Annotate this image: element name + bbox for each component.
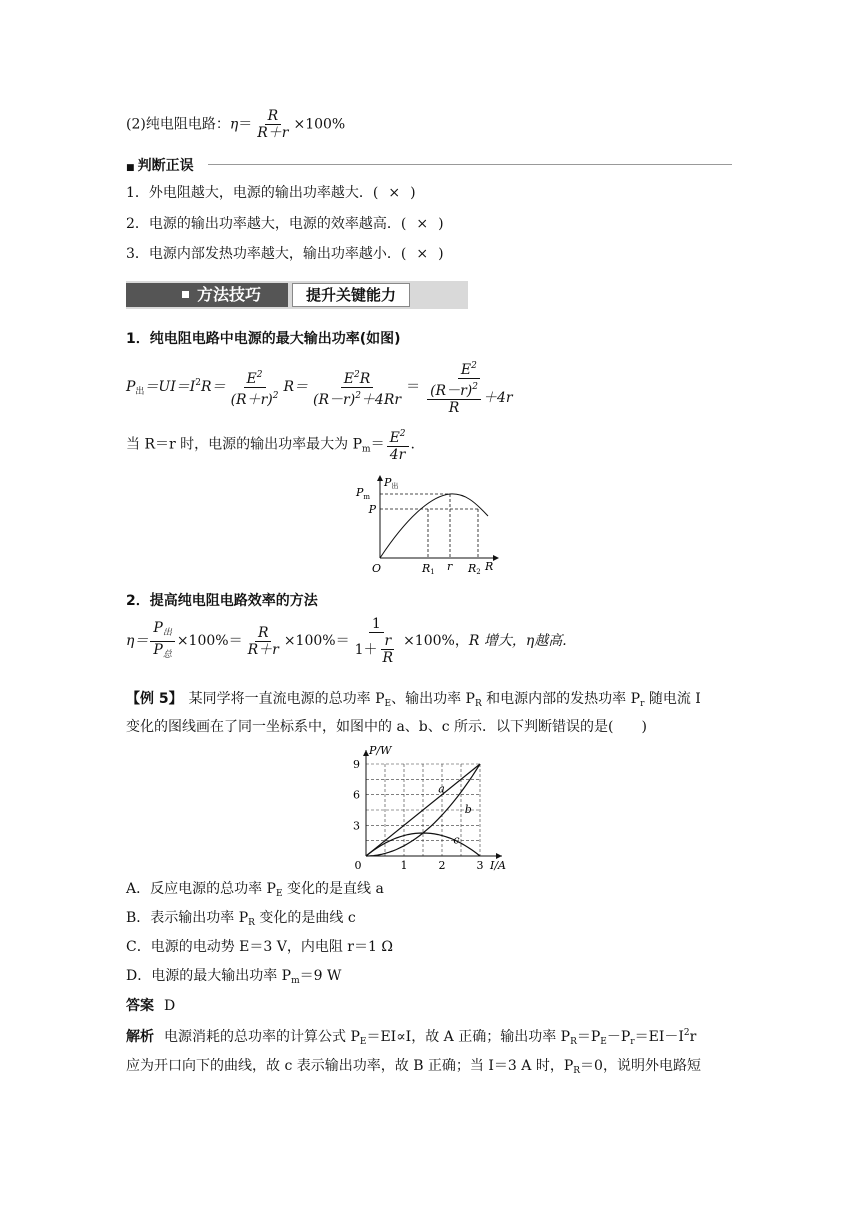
efficiency-method-formula: η＝ $\frac{P_出}{P_总}$ ×100%＝ $\frac{R}{R+r}$ ×100%＝ 1 1＋ $\frac{r}{R}$ ×100%，R 增大，η越高. (126, 616, 567, 666)
option-b: B．表示输出功率 $P_R$ 变化的是曲线 c (126, 910, 356, 928)
y-tick-label: 9 (353, 758, 360, 771)
p-label: P (368, 503, 376, 516)
r2-label: R2 (468, 562, 481, 576)
power-current-chart (340, 740, 520, 870)
analysis-line-1: 解析 电源消耗的总功率的计算公式 $P_E=EI\propto I$，故 A 正确；输出功率 $P_R=P_E-P_r=EI-I^2r$ (126, 1028, 697, 1047)
x-tick-label: 1 (400, 859, 408, 872)
max-power-formula: $P_出=UI=I^2R=$ $\frac{E^2}{(R+r)^2}$ R＝ $\frac{E^2R}{(R-r)^2+4Rr}$ ＝ $E^2$ $\frac{(R-r)^2}{R}$ ＋4r (126, 358, 518, 416)
fraction: $\frac{R}{R+r}$ (257, 108, 289, 141)
y-tick-label: 3 (353, 819, 360, 833)
method2-title: 2．提高纯电阻电路效率的方法 (126, 593, 318, 609)
y-axis-label: P出 (384, 476, 399, 490)
x-axis-label: I/A (490, 859, 506, 872)
efficiency-formula: (2)纯电阻电路：η＝ $\frac{R}{R+r}$ ×100% (126, 108, 346, 141)
x-axis-label: R (485, 560, 494, 573)
x-tick-label: 2 (438, 859, 446, 872)
option-c: C．电源的电动势 E＝3 V，内电阻 r＝1 Ω (126, 939, 393, 955)
r1-label: R1 (422, 562, 435, 576)
answer: 答案 D (126, 998, 176, 1014)
method1-title: 1．纯电阻电路中电源的最大输出功率(如图) (126, 331, 401, 347)
series-label-b: b (464, 803, 472, 817)
power-resistance-graph (355, 470, 510, 580)
example-line-2: 变化的图线画在了同一坐标系中，如图中的 a、b、c 所示．以下判断错误的是( ) (126, 719, 647, 735)
analysis-line-2: 应为开口向下的曲线，故 c 表示输出功率，故 B 正确；当 I＝3 A 时，$P_R=0$，说明外电路短 (126, 1058, 701, 1076)
power-curve (380, 494, 488, 558)
y-tick-label: 6 (353, 788, 360, 802)
judge-item: 1．外电阻越大，电源的输出功率越大．( × ) (126, 185, 416, 201)
judge-item: 2．电源的输出功率越大，电源的效率越高．( × ) (126, 216, 444, 232)
series-label-a: a (438, 782, 445, 796)
origin-label: 0 (354, 859, 362, 872)
r-label: r (447, 560, 453, 573)
pm-label: $P_m$ (355, 486, 370, 501)
max-power-condition: 当 R＝r 时，电源的输出功率最大为 $P_m=$ $\frac{E^2}{4r}$ . (126, 426, 415, 468)
series-label-c: c (453, 833, 460, 847)
banner-subtitle: 提升关键能力 (292, 283, 410, 307)
example-line-1: 【例 5】 某同学将一直流电源的总功率 $P_E$、输出功率 $P_R$ 和电源内部的发热功率 $P_r$ 随电流 I (126, 691, 701, 709)
option-a: A．反应电源的总功率 $P_E$ 变化的是直线 a (126, 881, 384, 899)
judge-item: 3．电源内部发热功率越大，输出功率越小．( × ) (126, 246, 444, 262)
origin-label: O (372, 562, 382, 575)
option-d: D．电源的最大输出功率 $P_m=9$ W (126, 968, 342, 986)
banner-title: 方法技巧 (126, 283, 288, 307)
x-tick-label: 3 (476, 859, 484, 872)
y-axis-label: P/W (369, 744, 392, 757)
section-divider (208, 164, 732, 165)
section-header-judge: ■ 判断正误 (126, 158, 194, 174)
